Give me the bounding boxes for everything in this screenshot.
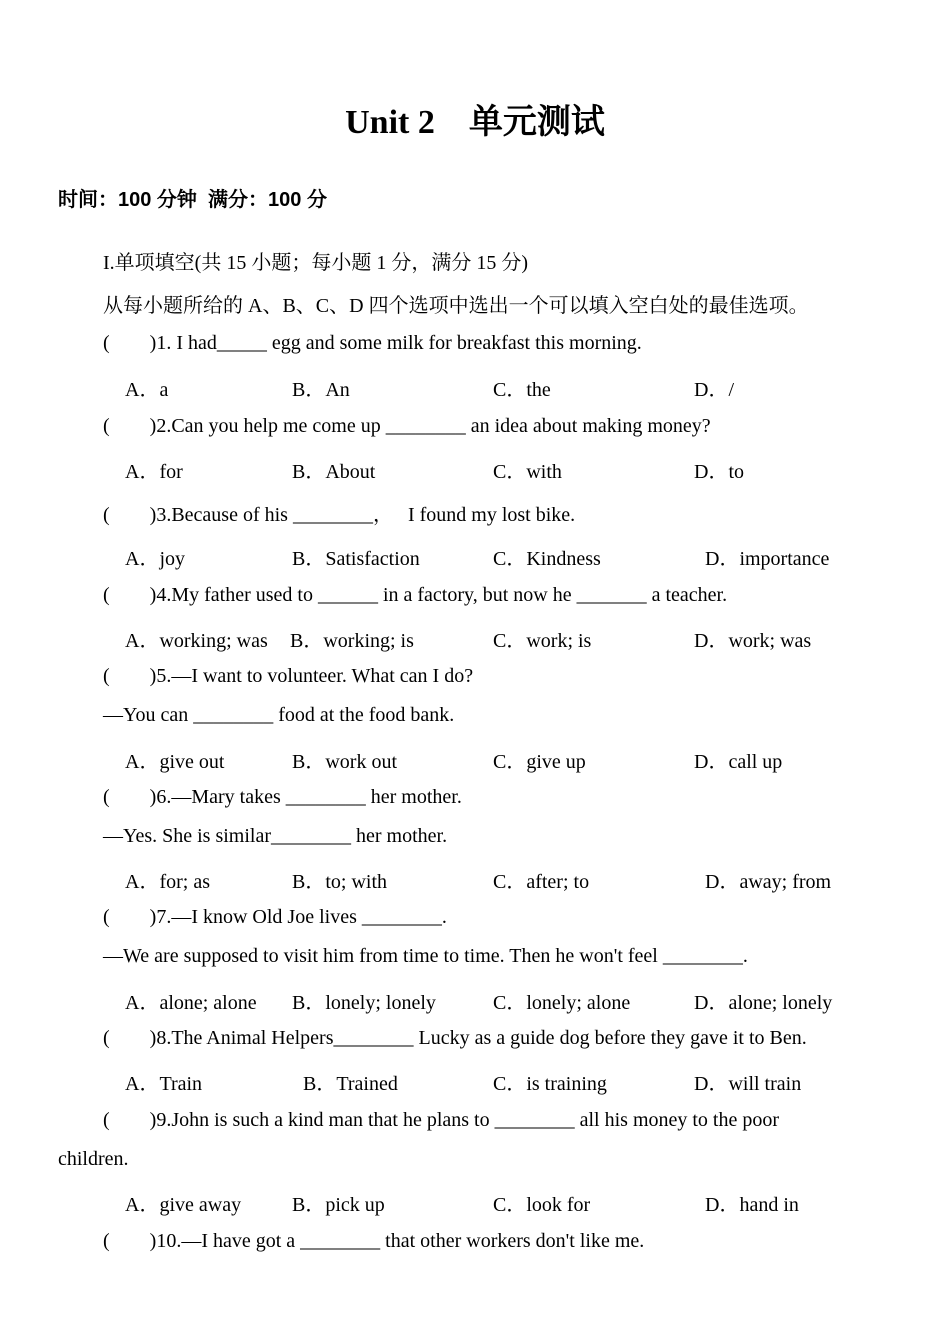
option-d: D．call up [694,751,783,773]
question-stem-continued: —Yes. She is similar________ her mother. [103,825,448,847]
option-a: A．give away [125,1194,242,1216]
question-stem: ( )1. I had_____ egg and some milk for breakfast this morning. [103,332,642,354]
section-instruction: 从每小题所给的 A、B、C、D 四个选项中选出一个可以填入空白处的最佳选项。 [103,295,809,317]
option-b: B．working; is [290,630,414,652]
option-c: C．give up [493,751,586,773]
option-b: B．to; with [292,871,388,893]
question-stem: ( )6.—Mary takes ________ her mother. [103,786,462,808]
option-c: C．look for [493,1194,591,1216]
option-d: D．away; from [705,871,832,893]
option-a: A．working; was [125,630,268,652]
exam-meta: 时间：100 分钟 满分：100 分 [58,189,327,211]
question-stem: ( )10.—I have got a ________ that other workers don't like me. [103,1230,645,1252]
question-stem: ( )5.—I want to volunteer. What can I do? [103,665,474,687]
option-b: B．About [292,461,376,483]
option-a: A．for [125,461,183,483]
option-d: D．hand in [705,1194,799,1216]
question-stem: ( )7.—I know Old Joe lives ________. [103,906,447,928]
option-a: A．give out [125,751,225,773]
option-b: B．Trained [303,1073,398,1095]
option-c: C．lonely; alone [493,992,631,1014]
option-a: A．for; as [125,871,210,893]
option-c: C．is training [493,1073,607,1095]
option-d: D．to [694,461,744,483]
option-d: D．alone; lonely [694,992,833,1014]
option-a: A．Train [125,1073,203,1095]
option-b: B．work out [292,751,397,773]
question-stem-continued: children. [58,1148,129,1170]
option-c: C．Kindness [493,548,601,570]
section-heading: I.单项填空(共 15 小题；每小题 1 分，满分 15 分) [103,252,528,274]
question-stem: ( )9.John is such a kind man that he plans to ________ all his money to the poor [103,1109,780,1131]
page-title: Unit 2 单元测试 [345,104,605,141]
option-d: D．will train [694,1073,802,1095]
option-c: C．with [493,461,562,483]
question-stem-continued: —You can ________ food at the food bank. [103,704,455,726]
option-c: C．the [493,379,551,401]
option-d: D．importance [705,548,830,570]
option-b: B．Satisfaction [292,548,420,570]
option-c: C．after; to [493,871,590,893]
question-stem: ( )3.Because of his ________， I found my lost bike. [103,504,576,526]
question-stem: ( )8.The Animal Helpers________ Lucky as a guide dog before they gave it to Ben. [103,1027,807,1049]
option-a: A．alone; alone [125,992,257,1014]
option-d: D．work; was [694,630,812,652]
option-b: B．lonely; lonely [292,992,436,1014]
option-b: B．pick up [292,1194,385,1216]
option-b: B．An [292,379,350,401]
option-a: A．a [125,379,169,401]
question-stem-continued: —We are supposed to visit him from time to time. Then he won't feel ________. [103,945,748,967]
question-stem: ( )4.My father used to ______ in a factory, but now he _______ a teacher. [103,584,728,606]
option-a: A．joy [125,548,185,570]
question-stem: ( )2.Can you help me come up ________ an idea about making money? [103,415,711,437]
option-c: C．work; is [493,630,592,652]
option-d: D．/ [694,379,734,401]
